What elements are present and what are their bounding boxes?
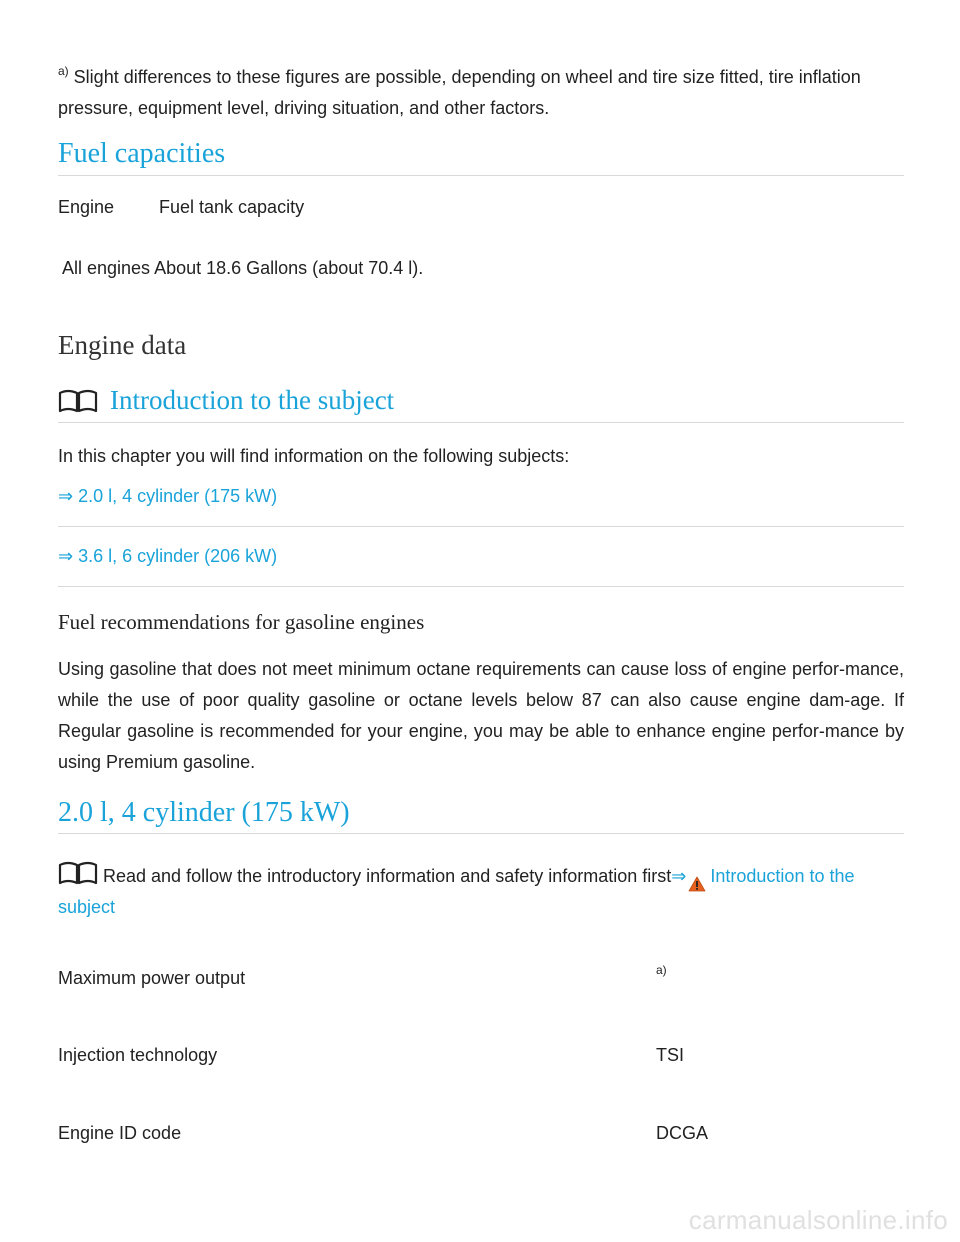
fuel-capacities-divider: [58, 175, 904, 176]
intro-lead: In this chapter you will find information on the following subjects:: [58, 446, 570, 466]
fuel-table-cell-engine: All engines: [62, 258, 151, 278]
spec-value-max-power-note: a): [656, 963, 667, 977]
engine-2-0-heading: 2.0 l, 4 cylinder (175 kW): [58, 797, 350, 828]
introduction-link[interactable]: Introduction to the subject: [58, 866, 855, 917]
link-3-6-l-6-cylinder[interactable]: ⇒ 3.6 l, 6 cylinder (206 kW): [58, 546, 278, 566]
fuel-capacities-heading: Fuel capacities: [58, 138, 226, 169]
spec-label-max-power: Maximum power output: [58, 968, 246, 988]
book-icon: [58, 861, 98, 885]
engine-data-heading: Engine data: [58, 330, 187, 360]
link-divider-2: [58, 586, 904, 587]
footnote: [58, 56, 904, 124]
safety-notice-text: Read and follow the introductory information and safety information first: [98, 866, 672, 886]
footnote-marker: a): [58, 64, 69, 78]
warning-icon[interactable]: [688, 871, 706, 887]
intro-heading: Introduction to the subject: [110, 385, 395, 415]
fuel-table-cell-capacity: About 18.6 Gallons (about 70.4 l).: [154, 258, 424, 278]
intro-heading-row: [58, 385, 394, 416]
watermark: carmanualsonline.info: [688, 1205, 948, 1235]
spec-value-engine-id: DCGA: [656, 1123, 709, 1143]
footnote-text: Slight differences to these figures are possible, depending on wheel and tire size fitted, tire inflation pressure, equipment level, driving situation, and other factors.: [58, 67, 861, 118]
fuel-table-header-capacity: Fuel tank capacity: [159, 197, 305, 217]
safety-notice-arrow[interactable]: ⇒: [671, 866, 687, 886]
fuel-table-header-engine: Engine: [58, 197, 115, 217]
safety-notice: [58, 861, 904, 923]
engine-2-0-divider: [58, 833, 904, 834]
intro-divider: [58, 422, 904, 423]
spec-label-engine-id: Engine ID code: [58, 1123, 182, 1143]
fuel-table-row: [62, 253, 423, 284]
book-icon: [58, 389, 98, 413]
fuel-recommendations-heading: Fuel recommendations for gasoline engines: [58, 610, 425, 634]
spec-label-injection: Injection technology: [58, 1045, 218, 1065]
link-divider-1: [58, 526, 904, 527]
link-2-0-l-4-cylinder[interactable]: ⇒ 2.0 l, 4 cylinder (175 kW): [58, 486, 278, 506]
fuel-recommendations-body: Using gasoline that does not meet minimum octane requirements can cause loss of engine perfor-mance, while the use of poor quality gasoline or octane levels below 87 can also cause engine dam-age. If Regular gasoline is recommended for your engine, you may be able to enhance engine perfor-mance by using Premium gasoline.: [58, 659, 904, 772]
spec-value-injection: TSI: [656, 1045, 685, 1065]
